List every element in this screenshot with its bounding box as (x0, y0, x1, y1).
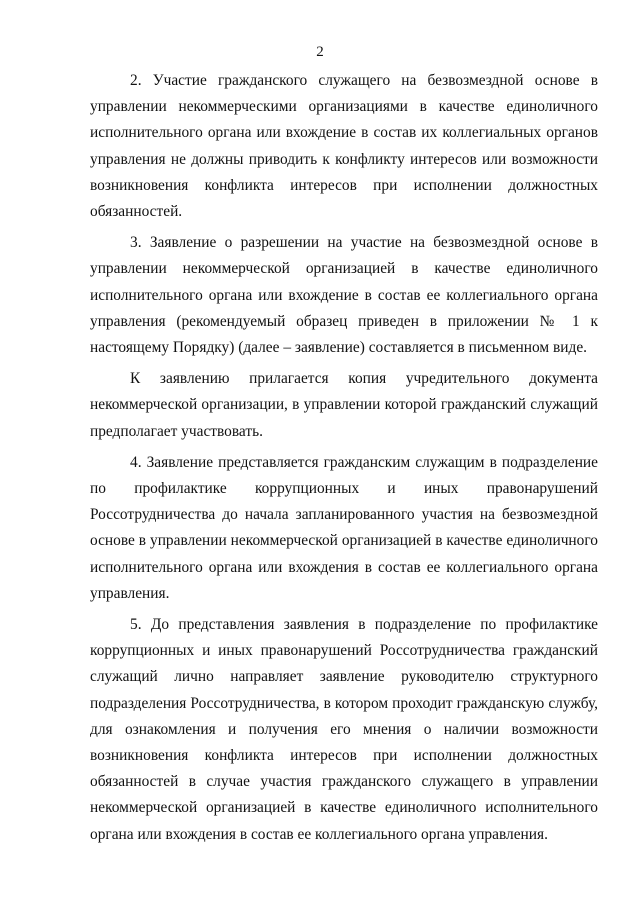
document-body (90, 68, 598, 853)
paragraph-3-attachment: К заявлению прилагается копия учредительного документа некоммерческой организации, в управлении которой гражданский служащий предполагает участвовать. (90, 370, 598, 440)
paragraph-2: 2. Участие гражданского служащего на безвозмездной основе в управлении некоммерческими организациями в качестве единоличного исполнительного органа или вхождение в состав их коллегиальных органов управления не должны приводить к конфликту интересов или возможности возникновения конфликта интересов при исполнении должностных обязанностей. (90, 72, 598, 221)
page-number: 2 (316, 44, 324, 60)
paragraph-4: 4. Заявление представляется гражданским служащим в подразделение по профилактике коррупционных и иных правонарушений Россотрудничества до начала запланированного участия на безвозмездной основе в управлении некоммерческой организацией в качестве единоличного исполнительного органа или вхождения в состав ее коллегиального органа управления. (90, 453, 598, 602)
paragraph-3: 3. Заявление о разрешении на участие на безвозмездной основе в управлении некоммерческой организацией в качестве единоличного исполнительного органа или вхождение в состав ее коллегиального органа управления (рекомендуемый образец приведен в приложении № 1 к настоящему Порядку) (далее – заявление) составляется в письменном виде. (90, 234, 598, 357)
paragraph-5: 5. До представления заявления в подразделение по профилактике коррупционных и иных правонарушений Россотрудничества гражданский служащий лично направляет заявление руководителю структурного подразделения Россотрудничества, в котором проходит гражданскую службу, для ознакомления и получения его мнения о наличии возможности возникновения конфликта интересов при исполнении должностных обязанностей в случае участия гражданского служащего в управлении некоммерческой организацией в качестве единоличного исполнительного органа или вхождения в состав ее коллегиального органа управления. (90, 616, 598, 843)
